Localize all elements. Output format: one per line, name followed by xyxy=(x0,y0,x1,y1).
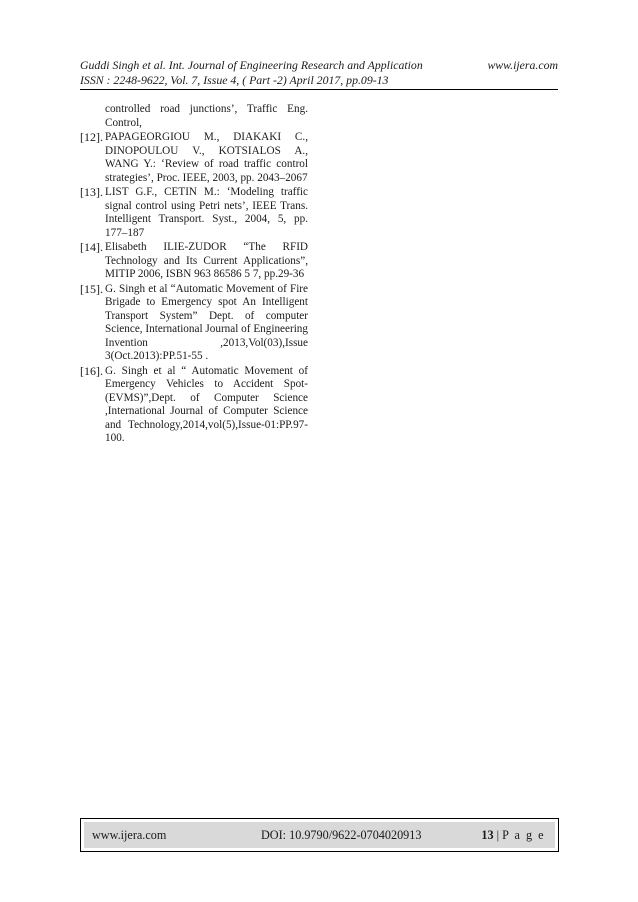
footer-website[interactable]: www.ijera.com xyxy=(92,827,167,842)
reference-text: LIST G.F., CETIN M.: ‘Modeling traffic signal control using Petri nets’, IEEE Trans. Intelligent Transport. Syst., 2004, 5, pp. 177–187 xyxy=(105,186,308,239)
page-separator: | xyxy=(496,827,500,842)
reference-text: Elisabeth ILIE-ZUDOR “The RFID Technology and Its Current Applications”, MITIP 2006, ISBN 963 86586 5 7, pp.29-36 xyxy=(105,241,308,280)
footer-page-indicator xyxy=(481,828,545,843)
reference-text: G. Singh et al “Automatic Movement of Fire Brigade to Emergency spot An Intelligent Transport System” Dept. of computer Science, International Journal of Engineering Invention ,2013,Vol(03),Issue 3(Oct.2013):PP.51-55 . xyxy=(105,282,308,362)
reference-item xyxy=(80,241,308,282)
reference-number: [15]. xyxy=(80,281,103,296)
running-header xyxy=(80,58,558,88)
header-line-1 xyxy=(80,58,558,73)
reference-item xyxy=(80,365,308,446)
reference-number: [13]. xyxy=(80,185,103,199)
reference-continued xyxy=(80,103,308,130)
header-website[interactable]: www.ijera.com xyxy=(487,58,558,72)
reference-number: [16]. xyxy=(80,363,103,378)
page-footer xyxy=(80,818,559,852)
reference-text: G. Singh et al “ Automatic Movement of Emergency Vehicles to Accident Spot-(EVMS)”,Dept. of Computer Science ,International Journal of Computer Science and Technology,2014,vol(5),Issue-01:PP.97-100. xyxy=(105,364,308,444)
header-issn: ISSN : 2248-9622, Vol. 7, Issue 4, ( Part -2) April 2017, pp.09-13 xyxy=(80,73,389,87)
reference-continued-text: controlled road junctions’, Traffic Eng. Control, xyxy=(105,103,308,129)
references-list xyxy=(80,103,308,447)
header-rule xyxy=(80,89,558,90)
reference-item xyxy=(80,186,308,240)
header-line-2 xyxy=(80,73,558,88)
footer-band xyxy=(84,822,555,848)
reference-text: PAPAGEORGIOU M., DIAKAKI C., DINOPOULOU V., KOTSIALOS A., WANG Y.: ‘Review of road traffic control strategies’, Proc. IEEE, 2003, pp. 2043–2067 xyxy=(105,131,308,184)
reference-number: [14]. xyxy=(80,240,103,254)
reference-item xyxy=(80,283,308,364)
page-word: P a g e xyxy=(502,827,545,842)
reference-item xyxy=(80,131,308,185)
page-number: 13 xyxy=(481,827,494,842)
header-authors-journal: Guddi Singh et al. Int. Journal of Engineering Research and Application xyxy=(80,58,423,72)
footer-doi: DOI: 10.9790/9622-0704020913 xyxy=(261,827,422,842)
reference-number: [12]. xyxy=(80,130,103,144)
